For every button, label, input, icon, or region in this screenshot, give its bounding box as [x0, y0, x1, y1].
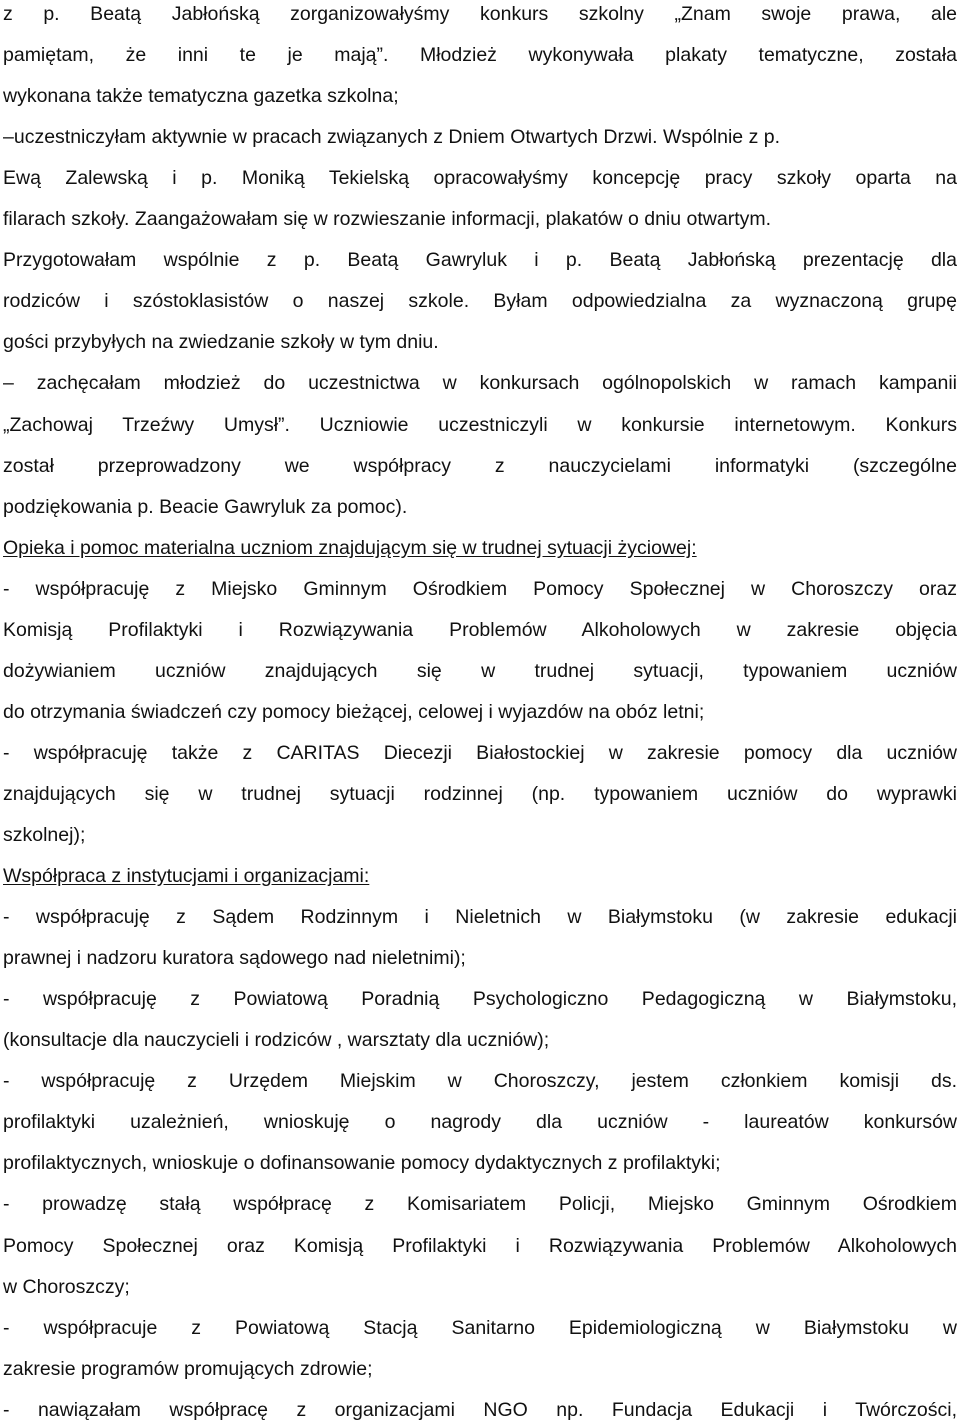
section-heading: Współpraca z instytucjami i organizacjami:	[3, 865, 370, 887]
text-line: dożywianiem uczniów znajdujących się w trudnej sytuacji, typowaniem uczniów	[3, 659, 957, 682]
text-line: - współpracuję z Miejsko Gminnym Ośrodkiem Pomocy Społecznej w Choroszczy oraz	[3, 577, 957, 600]
text-line: wykonana także tematyczna gazetka szkolna;	[3, 85, 399, 108]
text-line: - współpracuję także z CARITAS Diecezji Białostockiej w zakresie pomocy dla uczniów	[3, 741, 957, 764]
text-line: (konsultacje dla nauczycieli i rodziców , warsztaty dla uczniów);	[3, 1029, 550, 1052]
text-line: z p. Beatą Jabłońską zorganizowałyśmy konkurs szkolny „Znam swoje prawa, ale	[3, 3, 957, 25]
text-line: Komisją Profilaktyki i Rozwiązywania Problemów Alkoholowych w zakresie objęcia	[3, 618, 957, 641]
text-line: –uczestniczyłam aktywnie w pracach związanych z Dniem Otwartych Drzwi. Wspólnie z p.	[3, 126, 781, 149]
text-line: zakresie programów promujących zdrowie;	[3, 1357, 373, 1380]
text-line: profilaktycznych, wnioskuje o dofinansowanie pomocy dydaktycznych z profilaktyki;	[3, 1152, 721, 1175]
text-line: – zachęcałam młodzież do uczestnictwa w konkursach ogólnopolskich w ramach kampanii	[3, 372, 957, 395]
text-line: gości przybyłych na zwiedzanie szkoły w tym dniu.	[3, 331, 439, 354]
text-line: filarach szkoły. Zaangażowałam się w rozwieszanie informacji, plakatów o dniu otwartym.	[3, 208, 772, 231]
text-line: - współpracuję z Sądem Rodzinnym i Nieletnich w Białymstoku (w zakresie edukacji	[3, 906, 957, 929]
text-line: Przygotowałam wspólnie z p. Beatą Gawryluk i p. Beatą Jabłońską prezentację dla	[3, 249, 957, 272]
text-line: - współpracuję z Urzędem Miejskim w Choroszczy, jestem członkiem komisji ds.	[3, 1070, 957, 1093]
text-line: - współpracuje z Powiatową Stacją Sanitarno Epidemiologiczną w Białymstoku w	[3, 1316, 957, 1339]
text-line: podziękowania p. Beacie Gawryluk za pomoc).	[3, 495, 408, 518]
text-line: pamiętam, że inni te je mają”. Młodzież wykonywała plakaty tematyczne, została	[3, 44, 957, 66]
text-line: został przeprowadzony we współpracy z nauczycielami informatyki (szczególne	[3, 454, 957, 477]
section-heading: Opieka i pomoc materialna uczniom znajdującym się w trudnej sytuacji życiowej:	[3, 536, 697, 559]
text-line: - współpracuję z Powiatową Poradnią Psychologiczno Pedagogiczną w Białymstoku,	[3, 988, 957, 1011]
text-line: w Choroszczy;	[3, 1275, 130, 1298]
text-line: znajdujących się w trudnej sytuacji rodzinnej (np. typowaniem uczniów do wyprawki	[3, 782, 957, 805]
text-line: Pomocy Społecznej oraz Komisją Profilaktyki i Rozwiązywania Problemów Alkoholowych	[3, 1234, 957, 1257]
text-line: prawnej i nadzoru kuratora sądowego nad nieletnimi);	[3, 947, 466, 970]
text-line: do otrzymania świadczeń czy pomocy bieżącej, celowej i wyjazdów na obóz letni;	[3, 700, 705, 723]
text-line: profilaktyki uzależnień, wnioskuję o nagrody dla uczniów - laureatów konkursów	[3, 1111, 957, 1134]
text-line: rodziców i szóstoklasistów o naszej szkole. Byłam odpowiedzialna za wyznaczoną grupę	[3, 290, 957, 313]
text-line: szkolnej);	[3, 824, 86, 846]
text-line: „Zachowaj Trzeźwy Umysł”. Uczniowie uczestniczyli w konkursie internetowym. Konkurs	[3, 413, 957, 436]
text-line: Ewą Zalewską i p. Moniką Tekielską opracowałyśmy koncepcję pracy szkoły oparta na	[3, 167, 957, 190]
text-line: - prowadzę stałą współpracę z Komisariatem Policji, Miejsko Gminnym Ośrodkiem	[3, 1193, 957, 1216]
text-line: - nawiązałam współpracę z organizacjami NGO np. Fundacja Edukacji i Twórczości,	[3, 1398, 957, 1421]
